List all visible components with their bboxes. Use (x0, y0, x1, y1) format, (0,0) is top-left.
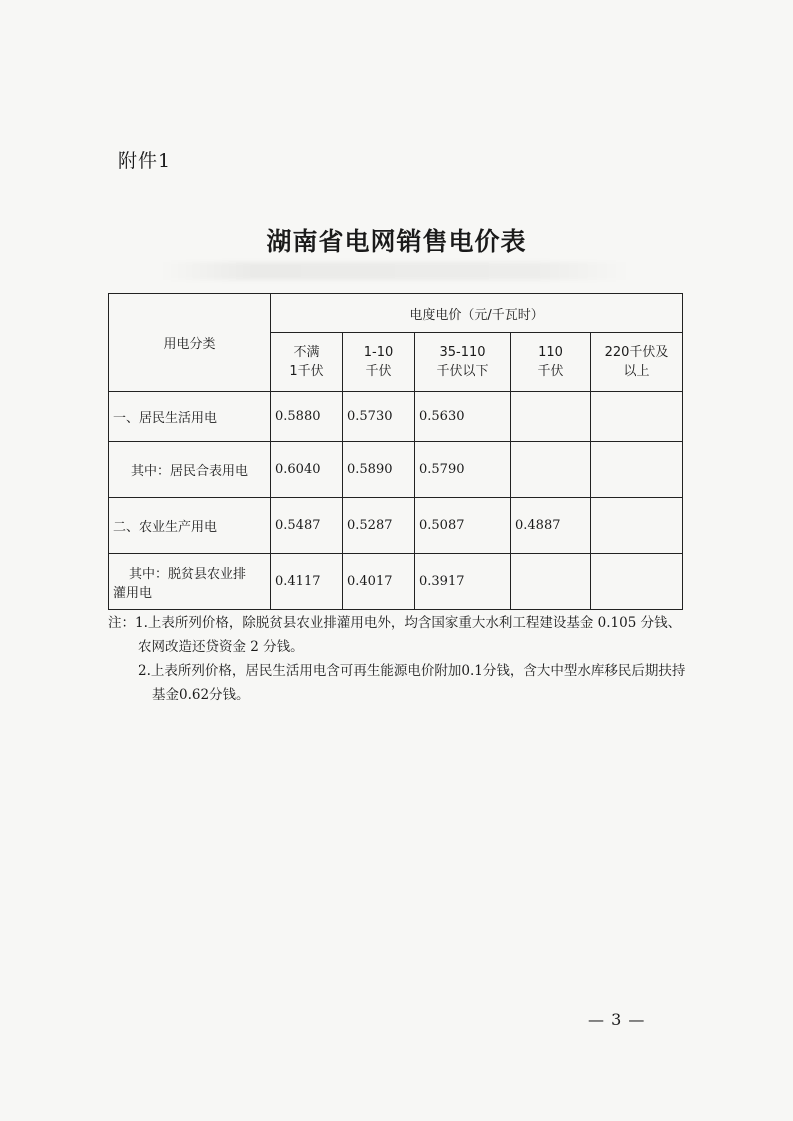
price-cell (591, 392, 683, 442)
bleed-through-shadow (160, 262, 630, 280)
page-number: — 3 — (588, 1010, 646, 1029)
note-2-continued: 基金0.62分钱。 (152, 687, 250, 703)
note-1-continued: 农网改造还贷资金 2 分钱。 (138, 639, 304, 655)
price-table (108, 293, 683, 610)
price-cell: 0.5087 (415, 498, 511, 554)
price-header: 电度电价（元/千瓦时） (271, 294, 683, 333)
row-category: 二、农业生产用电 (109, 498, 271, 554)
price-cell (511, 554, 591, 610)
price-cell: 0.4887 (511, 498, 591, 554)
page-title: 湖南省电网销售电价表 (266, 227, 527, 256)
price-cell (511, 442, 591, 498)
row-category: 其中：居民合表用电 (109, 442, 271, 498)
note-2: 2.上表所列价格，居民生活用电含可再生能源电价附加0.1分钱，含大中型水库移民后期扶持 (138, 663, 686, 679)
table-row (109, 554, 683, 610)
voltage-header: 110 千伏 (511, 333, 591, 392)
note-1: 注：1.上表所列价格，除脱贫县农业排灌用电外，均含国家重大水利工程建设基金 0.105 分钱、 (108, 615, 682, 631)
price-cell: 0.5790 (415, 442, 511, 498)
price-cell (591, 498, 683, 554)
attachment-label: 附件1 (118, 150, 172, 172)
price-cell: 0.4017 (343, 554, 415, 610)
voltage-header: 220千伏及 以上 (591, 333, 683, 392)
price-cell: 0.5890 (343, 442, 415, 498)
price-cell: 0.6040 (271, 442, 343, 498)
price-cell (591, 554, 683, 610)
voltage-header: 35-110 千伏以下 (415, 333, 511, 392)
price-cell: 0.5487 (271, 498, 343, 554)
row-category: 一、居民生活用电 (109, 392, 271, 442)
voltage-header: 1-10 千伏 (343, 333, 415, 392)
price-cell: 0.5630 (415, 392, 511, 442)
table-row (109, 498, 683, 554)
price-cell: 0.5287 (343, 498, 415, 554)
category-header: 用电分类 (109, 294, 271, 392)
price-cell (511, 392, 591, 442)
price-cell (591, 442, 683, 498)
row-category: 其中：脱贫县农业排 灌用电 (109, 554, 271, 610)
table-row (109, 392, 683, 442)
table-row (109, 442, 683, 498)
price-cell: 0.5730 (343, 392, 415, 442)
price-cell: 0.5880 (271, 392, 343, 442)
price-cell: 0.3917 (415, 554, 511, 610)
price-cell: 0.4117 (271, 554, 343, 610)
table-notes (108, 611, 698, 707)
voltage-header: 不满 1千伏 (271, 333, 343, 392)
